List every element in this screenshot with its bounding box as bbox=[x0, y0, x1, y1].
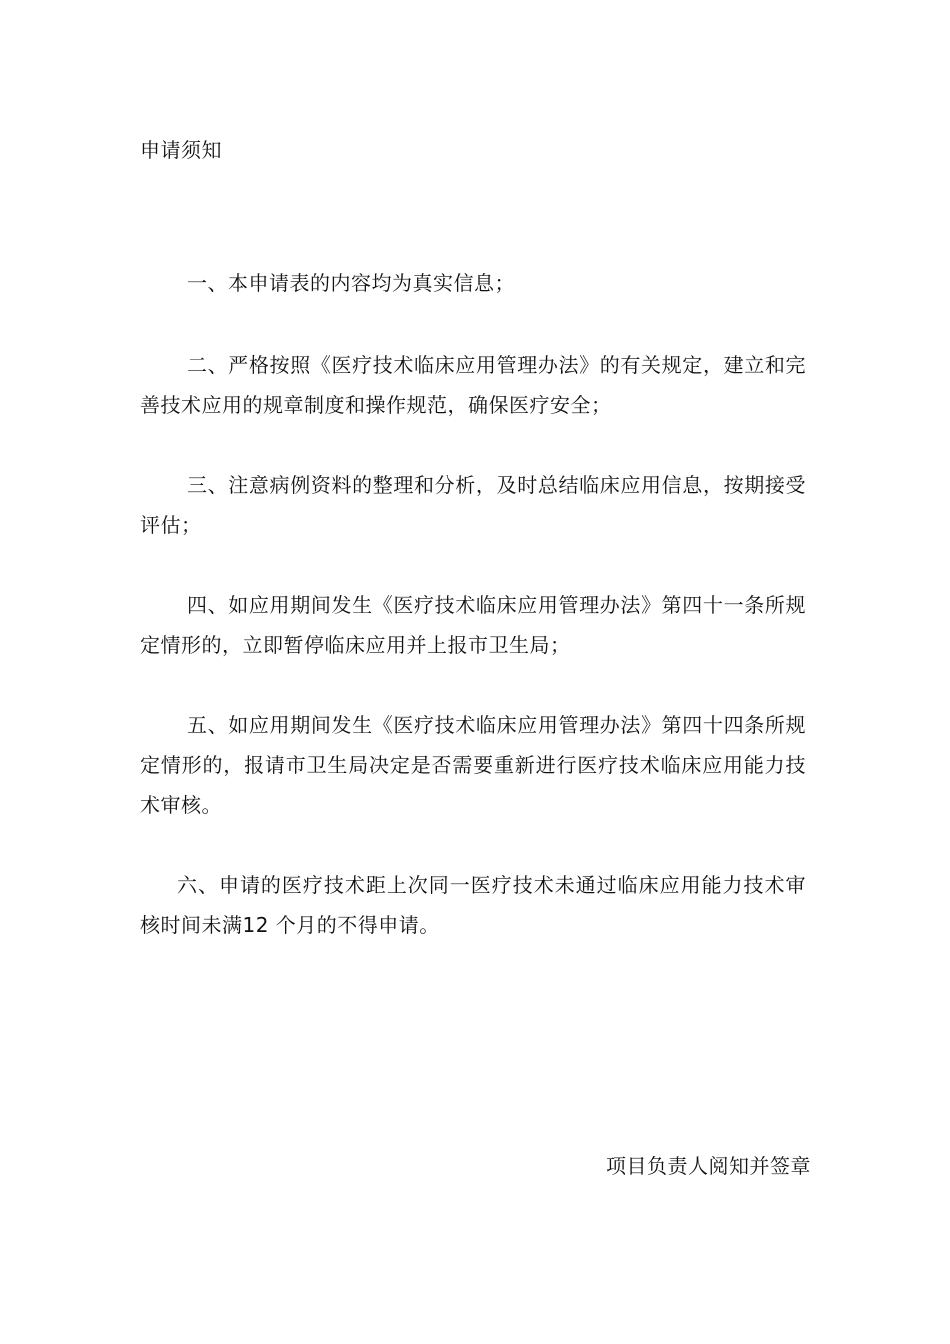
notice-item-5: 五、如应用期间发生《医疗技术临床应用管理办法》第四十四条所规定情形的，报请市卫生局决定是否需要重新进行医疗技术临床应用能力技术审核。 bbox=[140, 713, 806, 817]
notice-item-4: 四、如应用期间发生《医疗技术临床应用管理办法》第四十一条所规定情形的，立即暂停临床应用并上报市卫生局； bbox=[140, 593, 806, 657]
signature-line: 项目负责人阅知并签章 bbox=[606, 1154, 811, 1178]
notice-item-3: 三、注意病例资料的整理和分析，及时总结临床应用信息，按期接受评估； bbox=[140, 473, 806, 537]
notice-item-2: 二、严格按照《医疗技术临床应用管理办法》的有关规定，建立和完善技术应用的规章制度和操作规范，确保医疗安全； bbox=[140, 353, 806, 417]
notice-item-1: 一、本申请表的内容均为真实信息； bbox=[187, 271, 515, 295]
document-title: 申请须知 bbox=[140, 138, 222, 162]
notice-item-6: 六、申请的医疗技术距上次同一医疗技术未通过临床应用能力技术审核时间未满12 个月的不得申请。 bbox=[140, 873, 806, 937]
